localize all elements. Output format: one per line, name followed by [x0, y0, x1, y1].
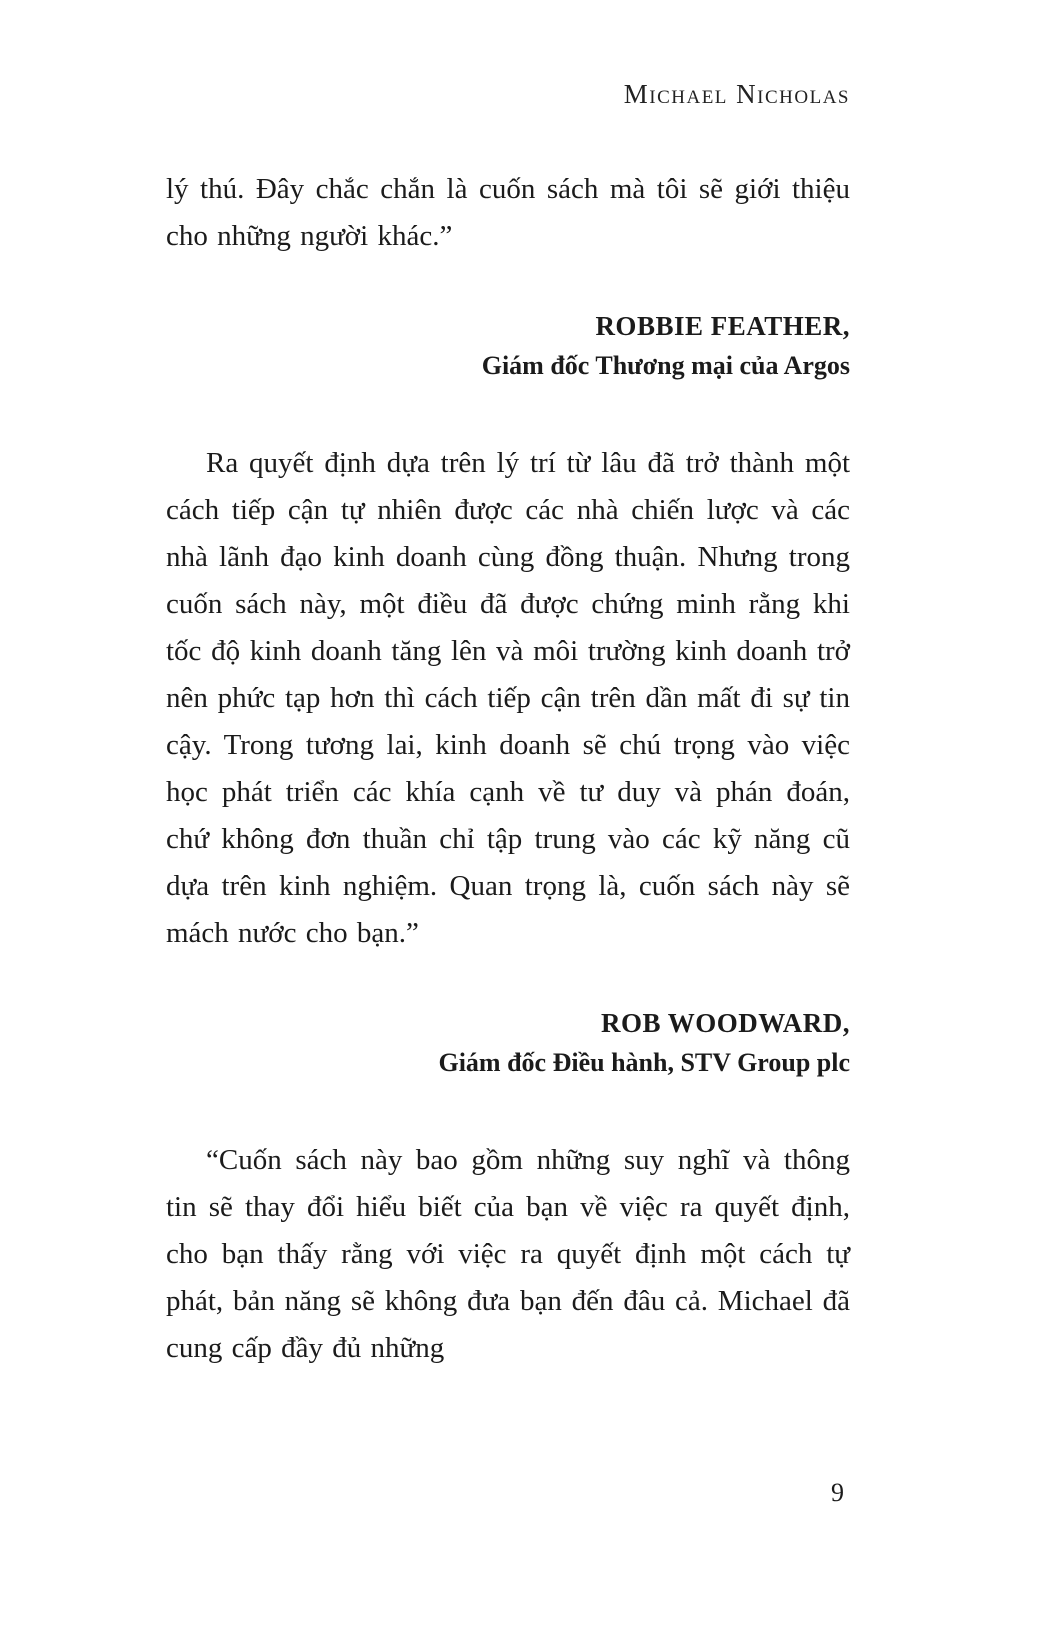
attribution-title: Giám đốc Điều hành, STV Group plc [438, 1048, 850, 1077]
page-content [166, 166, 850, 1372]
attribution-name: ROB WOODWARD, [600, 1008, 850, 1038]
attribution-name: ROBBIE FEATHER, [595, 311, 850, 341]
quote-continuation-text: lý thú. Đây chắc chắn là cuốn sách mà tôi sẽ giới thiệu cho những người khác.” [166, 173, 850, 252]
quote-third-text: “Cuốn sách này bao gồm những suy nghĩ và thông tin sẽ thay đổi hiểu biết của bạn về việc ra quyết định, cho bạn thấy rằng với việc ra quyết định một cách tự phát, bản năng sẽ không đưa bạn đến đâu cả. Michael đã cung cấp đầy đủ những [166, 1144, 850, 1364]
quote-rob-woodward-text: Ra quyết định dựa trên lý trí từ lâu đã trở thành một cách tiếp cận tự nhiên được các nhà chiến lược và các nhà lãnh đạo kinh doanh cùng đồng thuận. Nhưng trong cuốn sách này, một điều đã được chứng minh rằng khi tốc độ kinh doanh tăng lên và môi trường kinh doanh trở nên phức tạp hơn thì cách tiếp cận trên dần mất đi sự tin cậy. Trong tương lai, kinh doanh sẽ chú trọng vào việc học phát triển các khía cạnh về tư duy và phán đoán, chứ không đơn thuần chỉ tập trung vào các kỹ năng cũ dựa trên kinh nghiệm. Quan trọng là, cuốn sách này sẽ mách nước cho bạn.” [166, 447, 850, 949]
running-header: Michael Nicholas [623, 79, 850, 109]
attribution-title: Giám đốc Thương mại của Argos [481, 351, 850, 380]
attribution-rob-woodward [166, 1003, 850, 1083]
page-number: 9 [831, 1478, 844, 1507]
attribution-robbie-feather [166, 306, 850, 386]
